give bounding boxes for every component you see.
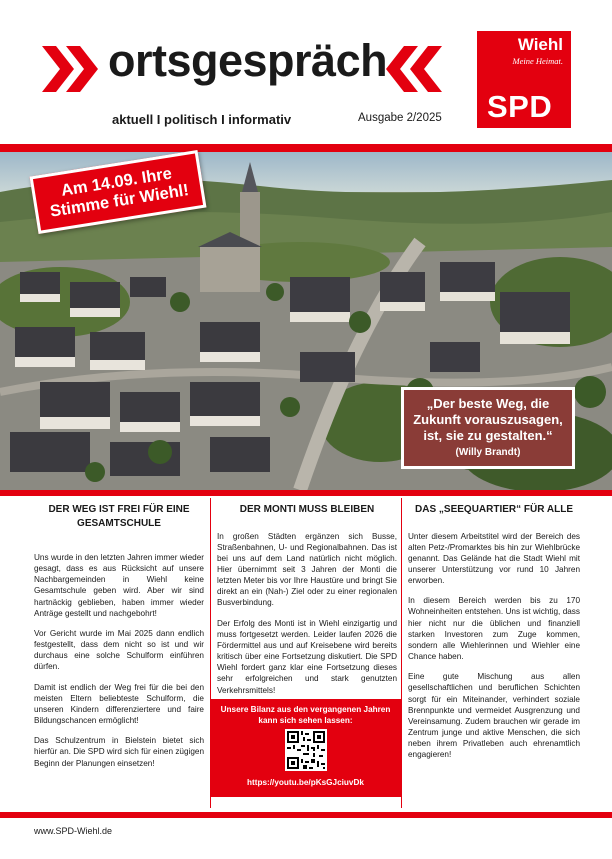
newsletter-title: ortsgespräch — [108, 35, 388, 86]
quote-text: „Der beste Weg, die Zukunft vorauszusagen, ist, sie zu gestalten.“ — [413, 396, 563, 443]
tagline: aktuell I politisch I informativ — [112, 112, 292, 127]
article-paragraph: Der Erfolg des Monti ist in Wiehl einzigartig und muss fortgesetzt werden. Leider laufen 2026 die Fördermittel aus und auf Kreisebene wird bereits kritisch über eine Fortsetzung diskutiert. Die SPD Wiehl fordert ganz klar eine Fortsetzung dieses sehr erfolgreichen und stark genutzten Verkehrsmittels! — [217, 618, 397, 695]
election-callout-text: Am 14.09. Ihre Stimme für Wiehl! — [48, 164, 191, 221]
red-divider-top — [0, 144, 612, 152]
masthead-header — [0, 0, 612, 140]
logo-place-name: Wiehl — [517, 35, 563, 54]
article-title: DER MONTI MUSS BLEIBEN — [239, 504, 375, 515]
article-paragraph: In großen Städten ergänzen sich Busse, Straßenbahnen, U- und Regionalbahnen. Das ist bei uns auf dem Land natürlich nicht möglich. Hier übernimmt seit 3 Jahren der Monti die letzten Meter bis vor Ihre Haustüre und bringt Sie direkt an ein (Nah-) Ziel oder zu einer regionalen Busverbindung. — [217, 531, 397, 608]
article-paragraph: Das Schulzentrum in Bielstein bietet sich hierfür an. Die SPD wird sich für einen zügigen Beginn der Planungen einsetzen! — [34, 736, 204, 768]
website-link[interactable]: www.SPD-Wiehl.de — [34, 826, 113, 836]
qr-code-icon[interactable] — [285, 729, 327, 771]
video-box-title: Unsere Bilanz aus den vergangenen Jahren kann sich sehen lassen: — [220, 705, 391, 725]
video-link-url[interactable]: https://youtu.be/pKsGJciuvDk — [247, 778, 364, 787]
article-title: DAS „SEEQUARTIER“ FÜR ALLE — [415, 504, 573, 515]
column-divider — [401, 498, 402, 808]
article-paragraph: Eine gute Mischung aus allen gesellschaftlichen und beruflichen Schichten sorgt für ein Miteinander, verhindert soziale Brennpunkte und vermeidet Ausgrenzung und Vereinsamung. Zudem brauchen wir gerade im Zentrum junge und aktive Menschen, die sich neben ihrem Privatleben auch ehrenamtlich engagieren! — [408, 672, 580, 760]
article-paragraph: Uns wurde in den letzten Jahren immer wieder gesagt, dass es aus Rücksicht auf unsere Nachbargemeinden in Wiehl keine Gesamtschule geben wird. Aber wir sind hartnäckig geblieben, haben immer wieder Anträge gestellt und nachgebohrt! — [34, 553, 204, 618]
logo-party-name: SPD — [487, 89, 553, 124]
article-gesamtschule — [34, 503, 204, 778]
double-chevron-right-icon — [42, 46, 104, 92]
article-monti — [217, 503, 397, 705]
double-chevron-left-icon — [380, 46, 442, 92]
article-paragraph: Unter diesem Arbeitstitel wird der Bereich des alten Petz-/Promarktes bis hin zur Wiehlbrücke genannt. Das Gelände hat die Stadt Wiehl mit unserer Unterstützung vor rund 10 Jahren erworben. — [408, 531, 580, 586]
logo-slogan: Meine Heimat. — [512, 56, 563, 66]
video-link-box[interactable] — [210, 699, 401, 797]
article-seequartier — [408, 503, 580, 769]
red-divider-bottom — [0, 490, 612, 496]
issue-number: Ausgabe 2/2025 — [358, 112, 442, 124]
quote-box — [401, 387, 575, 469]
spd-wiehl-logo — [477, 31, 571, 128]
article-paragraph: In diesem Bereich werden bis zu 170 Wohneinheiten entstehen. Uns ist wichtig, dass hier nicht nur die üblichen und finanziell starken Investoren zum Zuge kommen, sondern alle Wiehlerinnen und Wiehler eine Chance haben. — [408, 596, 580, 662]
quote-author: (Willy Brandt) — [455, 446, 521, 458]
article-paragraph: Vor Gericht wurde im Mai 2025 dann endlich festgestellt, dass dem nicht so ist und wir durchaus eine solche Schulform einführen dürfen. — [34, 628, 204, 672]
article-title: DER WEG IST FREI FÜR EINE GESAMTSCHULE — [48, 504, 190, 529]
red-divider-footer — [0, 812, 612, 818]
article-paragraph: Damit ist endlich der Weg frei für die bei den meisten Eltern beliebteste Schulform, die unseren Kindern differenziertere und faire Bildungschancen ermöglicht! — [34, 682, 204, 726]
